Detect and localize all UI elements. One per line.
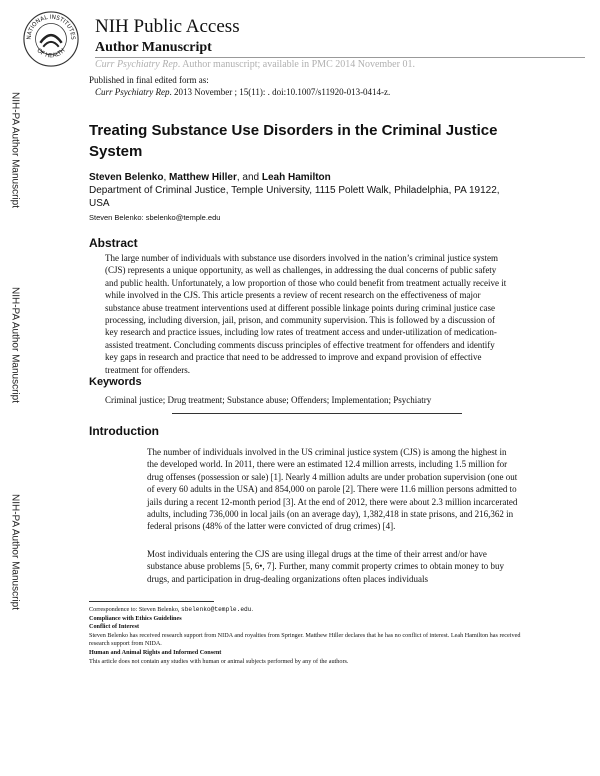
seal-text-top: NATIONAL INSTITUTES <box>26 14 76 40</box>
author-3: Leah Hamilton <box>261 172 331 183</box>
published-line1: Published in final edited form as: <box>89 75 209 85</box>
article-title: Treating Substance Use Disorders in the Criminal Justice System <box>89 122 498 160</box>
svg-text:OF HEALTH <box>35 48 66 59</box>
header-divider <box>95 57 585 58</box>
keywords-divider <box>172 413 462 414</box>
published-info <box>89 74 390 98</box>
author-manuscript-label: Author Manuscript <box>95 40 212 55</box>
rights-heading: Human and Animal Rights and Informed Consent <box>89 648 222 656</box>
abstract-text: The large number of individuals with substance use disorders involved in the nation’s criminal justice system (CJS) represents a unique opportunity, as well as challenges, in addressing the dual concerns of public safety and public health. Unfortunately, a low proportion of those who could benefit from treatment actually receive it while involved in the CJS. This article presents a review of recent research on the effectiveness of major substance abuse treatment interventions used at different possible linkage points during criminal justice case processing, including diversion, jail, prison, and community supervision. This is followed by a discussion of key research and practice issues, including low rates of treatment access and under-utilization of medication-assisted treatment. Concluding comments discuss principles of effective treatment for offenders and identify key gaps in research and practice that need to be addressed to improve and expand provision of effective treatment for offenders. <box>105 253 507 375</box>
author-list: Steven Belenko, Matthew Hiller, and Leah Hamilton <box>89 172 331 183</box>
introduction-paragraph-2: Most individuals entering the CJS are using illegal drugs at the time of their arrest and/or have substance abuse problems [5, 6•, 7]. Further, many commit property crimes to obtain money to buy drugs, and participation in drug-dealing organizations often places individuals <box>147 549 504 584</box>
affiliation: Department of Criminal Justice, Temple University, 1115 Polett Walk, Philadelphia, PA 19122, USA <box>89 185 500 209</box>
nih-public-access-title: NIH Public Access <box>95 16 240 37</box>
abstract-heading: Abstract <box>89 236 138 250</box>
introduction-heading: Introduction <box>89 424 159 438</box>
author-1: Steven Belenko <box>89 172 164 183</box>
author-2: Matthew Hiller <box>169 172 237 183</box>
ethics-heading: Compliance with Ethics Guidelines <box>89 614 182 622</box>
seal-text-bottom: OF HEALTH <box>35 47 67 60</box>
keywords-heading: Keywords <box>89 376 142 388</box>
author-email: Steven Belenko: sbelenko@temple.edu <box>89 213 221 222</box>
header-citation <box>95 59 415 70</box>
nih-seal-logo <box>22 10 80 68</box>
coi-heading: Conflict of Interest <box>89 623 140 631</box>
footnote-divider <box>89 601 214 602</box>
rights-text: This article does not contain any studies with human or animal subjects performed by any of the authors. <box>89 657 349 665</box>
introduction-paragraph-1: The number of individuals involved in the US criminal justice system (CJS) is among the highest in the developed world. In 2011, there were an estimated 12.4 million arrests, including 1.5 million for drug offenses (possession or sale) [1]. Nearly 4 million adults are under probation supervision (one out of every 60 adults in the USA) and 854,000 on parole [2]. There were 11.6 million persons admitted to jails during a recent 12-month period [3]. At the end of 2012, there were about 2.3 million incarcerated adults, including 736,000 in local jails (on an average day), 1,382,418 in state prisons, and 216,362 in federal prisons (48% of the latter were convicted of drug crimes) [4]. <box>147 447 518 532</box>
sidebar: NIH-PA Author Manuscript NIH-PA Author Manuscript NIH-PA Author Manuscript <box>9 92 21 610</box>
header-journal: Curr Psychiatry Rep <box>95 59 178 70</box>
coi-text: Steven Belenko has received research support from NIDA and royalties from Springer. Matthew Hiller declares that he has no conflict of interest. Leah Hamilton has received research support from NIDA. <box>89 631 521 648</box>
correspondence: Correspondence to: Steven Belenko, sbelenko@temple.edu. <box>89 606 254 613</box>
footnotes <box>89 606 529 666</box>
correspondence-email: sbelenko@temple.edu <box>180 606 252 613</box>
header-availability: . Author manuscript; available in PMC 2014 November 01. <box>177 59 415 70</box>
published-line2: Curr Psychiatry Rep. 2013 November ; 15(11): . doi:10.1007/s11920-013-0414-z. <box>95 87 391 97</box>
keywords-text: Criminal justice; Drug treatment; Substance abuse; Offenders; Implementation; Psychiatry <box>105 395 432 405</box>
